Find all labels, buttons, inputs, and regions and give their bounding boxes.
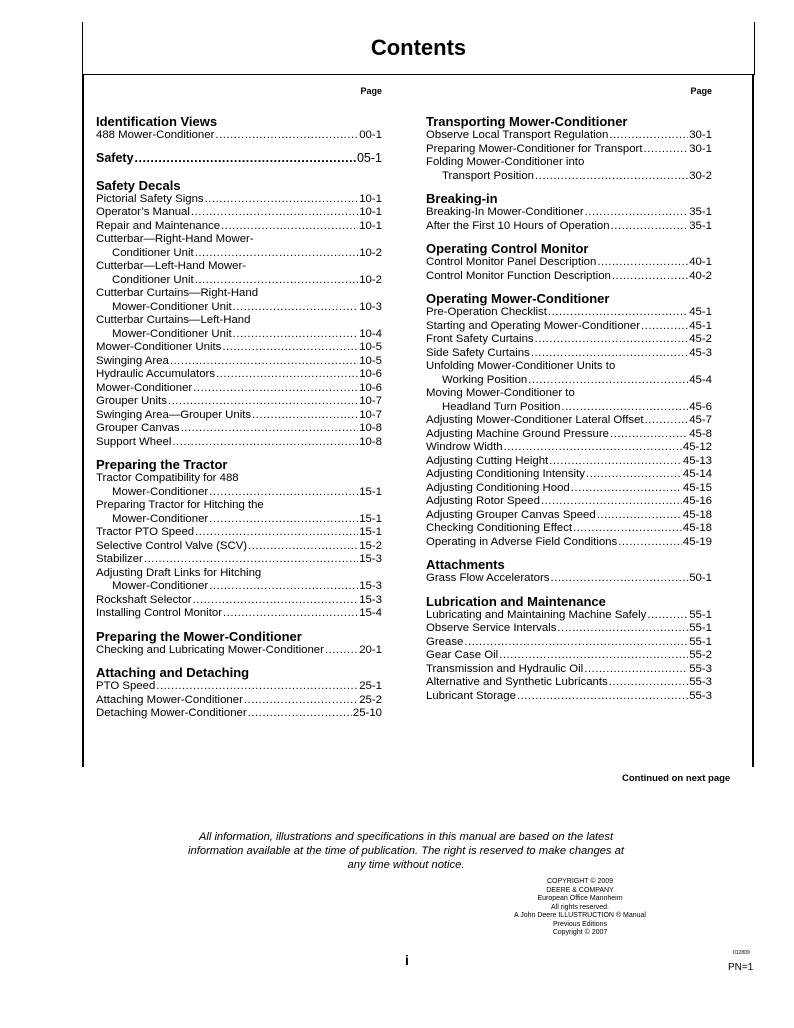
dot-leader xyxy=(233,328,359,342)
dot-leader xyxy=(209,513,358,527)
page-title: Contents xyxy=(370,35,467,60)
toc-entry-page: 10-6 xyxy=(359,381,382,394)
dot-leader xyxy=(597,509,682,523)
dot-leader xyxy=(221,220,358,234)
dot-leader xyxy=(209,486,358,500)
dot-leader xyxy=(195,526,358,540)
toc-entry-line: Cutterbar—Right-Hand Mower- xyxy=(96,233,254,245)
toc-entry[interactable] xyxy=(426,347,712,361)
toc-entry[interactable] xyxy=(426,220,712,234)
toc-entry-page: 15-1 xyxy=(359,526,382,538)
toc-entry-page: 10-5 xyxy=(359,354,382,367)
toc-entry-title: Observe Local Transport Regulation xyxy=(426,129,609,141)
toc-entry-page: 30-1 xyxy=(689,129,712,141)
toc-entry-line: Folding Mower-Conditioner into xyxy=(426,156,585,168)
toc-entry[interactable] xyxy=(96,355,382,369)
dot-leader xyxy=(641,320,688,334)
toc-entry-title: Attaching Mower-Conditioner xyxy=(96,693,243,706)
toc-entry-page: 10-7 xyxy=(359,408,382,421)
dot-leader xyxy=(248,540,358,554)
dot-leader xyxy=(144,553,358,567)
dot-leader xyxy=(517,690,688,704)
toc-entry-title: Observe Service Intervals xyxy=(426,622,557,634)
toc-entry-page: 55-3 xyxy=(689,662,712,675)
toc-section xyxy=(426,557,712,586)
dot-leader xyxy=(571,482,682,496)
section-heading: Preparing the Mower-Conditioner xyxy=(96,628,302,644)
section-heading: Operating Control Monitor xyxy=(426,241,589,256)
section-heading: Safety Decals xyxy=(96,177,181,193)
section-heading: Preparing the Tractor xyxy=(96,457,228,472)
page-number: i xyxy=(405,952,409,968)
toc-entry-title: Lubricating and Maintaining Machine Safely xyxy=(426,608,647,621)
toc-entry[interactable] xyxy=(426,676,712,690)
dot-leader xyxy=(535,333,689,347)
toc-entry-page: 45-3 xyxy=(689,346,712,359)
toc-entry-page: 45-19 xyxy=(682,535,712,548)
toc-entry-title: Alternative and Synthetic Lubricants xyxy=(426,676,608,688)
toc-entry-page: 15-1 xyxy=(359,485,382,498)
toc-entry-page: 10-8 xyxy=(359,422,382,434)
toc-entry-title: Windrow Width xyxy=(426,441,503,453)
toc-entry-title: Conditioner Unit xyxy=(112,273,194,286)
toc-entry-page: 15-4 xyxy=(359,607,382,619)
toc-entry[interactable] xyxy=(96,409,382,423)
toc-entry[interactable] xyxy=(426,495,712,509)
toc-entry-page: 10-1 xyxy=(359,206,382,218)
toc-entry-page: 45-15 xyxy=(682,481,712,494)
toc-entry[interactable] xyxy=(426,401,712,415)
toc-entry[interactable] xyxy=(426,649,712,663)
toc-entry-title: Side Safety Curtains xyxy=(426,346,530,359)
toc-entry[interactable] xyxy=(96,274,382,288)
toc-entry-title: Conditioner Unit xyxy=(112,246,194,259)
toc-entry[interactable] xyxy=(426,320,712,334)
toc-entry-page: 10-1 xyxy=(359,192,382,205)
dot-leader xyxy=(644,143,689,157)
toc-entry-page: 55-1 xyxy=(689,635,712,648)
dot-leader xyxy=(170,355,358,369)
toc-entry-title: Adjusting Conditioning Hood xyxy=(426,481,570,494)
right-column xyxy=(426,86,712,711)
toc-entry-line: Cutterbar Curtains—Right-Hand xyxy=(96,287,259,299)
toc-entry-page: 55-2 xyxy=(689,649,712,661)
toc-entry-page: 40-1 xyxy=(689,256,712,268)
toc-entry-page: 45-6 xyxy=(689,400,712,413)
toc-entry-line: Unfolding Mower-Conditioner Units to xyxy=(426,360,616,372)
dot-leader xyxy=(195,274,359,288)
section-heading: Transporting Mower-Conditioner xyxy=(426,114,628,129)
toc-section xyxy=(96,665,382,721)
left-column xyxy=(96,86,382,729)
toc-entry[interactable] xyxy=(426,509,712,523)
toc-entry[interactable] xyxy=(426,455,712,469)
dot-leader xyxy=(172,436,358,450)
toc-entry-title: Mower-Conditioner xyxy=(112,580,209,592)
toc-entry-page: 10-6 xyxy=(359,368,382,380)
toc-entry-page: 10-1 xyxy=(359,219,382,232)
toc-entry-page: 20-1 xyxy=(359,643,382,656)
toc-entry[interactable] xyxy=(96,707,382,721)
toc-entry-title: Mower-Conditioner xyxy=(96,381,193,394)
dot-leader xyxy=(193,594,359,608)
toc-entry-page: 35-1 xyxy=(689,206,712,218)
dot-leader xyxy=(464,636,688,650)
toc-entry[interactable] xyxy=(96,422,382,436)
toc-entry-title: Front Safety Curtains xyxy=(426,333,534,345)
dot-leader xyxy=(535,170,688,184)
toc-entry[interactable] xyxy=(96,540,382,554)
toc-entry[interactable] xyxy=(96,607,382,621)
copyright-line: Copyright © 2007 xyxy=(552,929,608,936)
dot-leader xyxy=(586,468,682,482)
toc-entry-page: 00-1 xyxy=(359,129,382,141)
toc-entry-title: Mower-Conditioner Unit xyxy=(112,300,232,313)
toc-entry[interactable] xyxy=(426,636,712,650)
toc-entry-line: Preparing Tractor for Hitching the xyxy=(96,499,264,511)
toc-entry-title: Adjusting Mower-Conditioner Lateral Offset xyxy=(426,414,644,426)
toc-entry[interactable] xyxy=(426,206,712,220)
copyright-line: DEERE & COMPANY xyxy=(546,886,614,894)
page-column-header: Page xyxy=(360,86,382,96)
dot-leader xyxy=(561,401,688,415)
toc-entry[interactable] xyxy=(96,220,382,234)
dot-leader xyxy=(209,580,358,594)
copyright-line: European Office Mannheim xyxy=(537,895,623,902)
toc-entry-title: Pictorial Safety Signs xyxy=(96,192,204,205)
toc-section xyxy=(96,457,382,621)
toc-entry-page: 40-2 xyxy=(689,269,712,282)
toc-entry[interactable] xyxy=(426,663,712,677)
toc-entry-page: 10-8 xyxy=(359,435,382,448)
toc-entry-title: Adjusting Grouper Canvas Speed xyxy=(426,508,596,521)
toc-entry[interactable] xyxy=(96,580,382,594)
toc-section xyxy=(96,151,382,166)
continued-note: Continued on next page xyxy=(622,773,731,784)
toc-entry-line: Adjusting Draft Links for Hitching xyxy=(96,566,262,579)
toc-entry-title: Selective Control Valve (SCV) xyxy=(96,539,248,552)
toc-entry-page: 15-3 xyxy=(359,580,382,592)
dot-leader xyxy=(244,694,358,708)
toc-entry-page: 35-1 xyxy=(689,219,712,232)
toc-entry-line: Cutterbar Curtains—Left-Hand xyxy=(96,314,251,326)
toc-entry-title: Rockshaft Selector xyxy=(96,593,192,606)
section-heading: Lubrication and Maintenance xyxy=(426,593,606,609)
toc-entry-page: 10-7 xyxy=(359,395,382,407)
toc-entry-page: 10-4 xyxy=(359,327,382,340)
toc-entry-page: 25-2 xyxy=(359,693,382,706)
toc-entry[interactable] xyxy=(96,513,382,527)
dot-leader xyxy=(549,455,682,469)
toc-section xyxy=(96,629,382,658)
toc-entry[interactable] xyxy=(96,129,382,143)
toc-entry-title: After the First 10 Hours of Operation xyxy=(426,219,610,232)
pn-label: PN=1 xyxy=(728,962,754,973)
section-heading: Breaking-in xyxy=(426,191,498,206)
dot-leader xyxy=(191,206,358,220)
toc-section xyxy=(426,114,712,183)
toc-entry-title: Swinging Area—Grouper Units xyxy=(96,408,252,421)
toc-entry-title: Control Monitor Panel Description xyxy=(426,256,597,268)
toc-entry-title: Adjusting Rotor Speed xyxy=(426,495,540,507)
dot-leader xyxy=(584,663,688,677)
dot-leader xyxy=(195,247,359,261)
toc-entry[interactable] xyxy=(426,622,712,636)
dot-leader xyxy=(193,382,358,396)
toc-entry-title: Lubricant Storage xyxy=(426,689,516,702)
toc-entry-line: Tractor Compatibility for 488 xyxy=(96,472,239,484)
dot-leader xyxy=(531,347,688,361)
toc-entry-page: 45-4 xyxy=(689,373,712,386)
toc-entry[interactable] xyxy=(426,270,712,284)
toc-entry[interactable] xyxy=(426,441,712,455)
toc-entry[interactable] xyxy=(426,374,712,388)
toc-entry[interactable] xyxy=(96,151,382,166)
toc-entry-page: 45-1 xyxy=(689,319,712,332)
toc-entry[interactable] xyxy=(96,328,382,342)
right-rule xyxy=(752,74,754,767)
dot-leader xyxy=(135,151,356,166)
toc-entry-page: 45-7 xyxy=(689,414,712,426)
toc-entry[interactable] xyxy=(96,368,382,382)
toc-entry[interactable] xyxy=(96,526,382,540)
toc-entry-page: 10-2 xyxy=(359,273,382,286)
dot-leader xyxy=(597,256,688,270)
dot-leader xyxy=(156,680,358,694)
toc-entry-title: Mower-Conditioner xyxy=(112,512,209,525)
dot-leader xyxy=(216,368,358,382)
dot-leader xyxy=(252,409,358,423)
toc-entry-page: 45-14 xyxy=(682,468,712,480)
toc-entry[interactable] xyxy=(96,644,382,658)
toc-section xyxy=(426,291,712,549)
dot-leader xyxy=(647,609,688,623)
dot-leader xyxy=(325,644,358,658)
dot-leader xyxy=(168,395,358,409)
toc-section xyxy=(96,178,382,450)
toc-entry-title: Operating in Adverse Field Conditions xyxy=(426,535,618,548)
page-column-header: Page xyxy=(690,86,712,96)
toc-entry[interactable] xyxy=(96,680,382,694)
dot-leader xyxy=(248,707,352,721)
toc-entry-title: Pre-Operation Checklist xyxy=(426,306,547,318)
toc-entry-page: 30-2 xyxy=(689,169,712,182)
toc-entry[interactable] xyxy=(426,690,712,704)
dot-leader xyxy=(215,129,358,143)
toc-entry[interactable] xyxy=(426,129,712,143)
dot-leader xyxy=(499,649,688,663)
toc-entry-page: 45-18 xyxy=(682,508,712,521)
toc-entry[interactable] xyxy=(96,301,382,315)
copyright-line: A John Deere ILLUSTRUCTION ® Manual xyxy=(514,912,646,919)
toc-entry[interactable] xyxy=(426,143,712,157)
copyright-line: COPYRIGHT © 2009 xyxy=(546,878,614,885)
toc-entry[interactable] xyxy=(96,206,382,220)
toc-entry-page: 55-3 xyxy=(689,676,712,688)
toc-entry-title: Operator’s Manual xyxy=(96,206,190,218)
toc-entry[interactable] xyxy=(96,553,382,567)
toc-entry-page: 45-18 xyxy=(682,522,712,534)
section-heading: Attachments xyxy=(426,557,505,572)
toc-entry-page: 45-8 xyxy=(689,427,712,440)
toc-entry[interactable] xyxy=(426,522,712,536)
dot-leader xyxy=(223,607,358,621)
toc-entry[interactable] xyxy=(426,306,712,320)
toc-entry-page: 55-1 xyxy=(689,622,712,634)
toc-entry-title: Adjusting Machine Ground Pressure xyxy=(426,427,609,440)
toc-entry-line: Cutterbar—Left-Hand Mower- xyxy=(96,260,247,272)
toc-entry-page: 10-3 xyxy=(359,300,382,313)
toc-entry[interactable] xyxy=(426,256,712,270)
toc-entry[interactable] xyxy=(96,247,382,261)
toc-entry-title: Mower-Conditioner Units xyxy=(96,341,222,353)
title-frame xyxy=(82,22,755,75)
toc-entry-title: Support Wheel xyxy=(96,435,172,448)
toc-entry-title: Adjusting Conditioning Intensity xyxy=(426,468,585,480)
dot-leader xyxy=(609,129,688,143)
copyright-line: All rights reserved. xyxy=(551,903,609,911)
toc-entry-page: 10-5 xyxy=(359,341,382,353)
toc-entry[interactable] xyxy=(96,382,382,396)
toc-entry-title: Transmission and Hydraulic Oil xyxy=(426,662,584,675)
toc-entry-title: Swinging Area xyxy=(96,354,169,367)
toc-entry[interactable] xyxy=(426,536,712,550)
toc-entry[interactable] xyxy=(426,428,712,442)
dot-leader xyxy=(222,341,358,355)
dot-leader xyxy=(609,676,688,690)
toc-entry-title: Breaking-In Mower-Conditioner xyxy=(426,206,584,218)
copyright-line: Previous Editions xyxy=(552,920,608,928)
toc-entry[interactable] xyxy=(426,414,712,428)
toc-entry-page: 45-1 xyxy=(689,306,712,318)
toc-entry-title: Tractor PTO Speed xyxy=(96,526,195,538)
dot-leader xyxy=(528,374,688,388)
toc-entry-title: Grouper Units xyxy=(96,395,167,407)
dot-leader xyxy=(612,270,688,284)
section-heading: Attaching and Detaching xyxy=(96,665,250,680)
dot-leader xyxy=(573,522,682,536)
toc-entry-title: Repair and Maintenance xyxy=(96,219,221,232)
toc-entry[interactable] xyxy=(96,594,382,608)
toc-entry-title: 488 Mower-Conditioner xyxy=(96,129,215,141)
toc-entry-title: Installing Control Monitor xyxy=(96,607,222,619)
toc-entry[interactable] xyxy=(426,333,712,347)
toc-entry-title: Grass Flow Accelerators xyxy=(426,572,550,584)
toc-section xyxy=(426,241,712,283)
toc-entry[interactable] xyxy=(96,193,382,207)
toc-entry[interactable] xyxy=(96,436,382,450)
toc-entry-title: PTO Speed xyxy=(96,680,156,692)
toc-entry-page: 45-16 xyxy=(682,495,712,507)
dot-leader xyxy=(548,306,688,320)
dot-leader xyxy=(610,428,688,442)
copyright-block xyxy=(500,878,660,938)
dot-leader xyxy=(645,414,689,428)
toc-entry[interactable] xyxy=(426,482,712,496)
dot-leader xyxy=(585,206,689,220)
dot-leader xyxy=(618,536,682,550)
toc-entry-title: Starting and Operating Mower-Conditioner xyxy=(426,319,641,332)
toc-section xyxy=(96,114,382,143)
toc-entry-title: Gear Case Oil xyxy=(426,649,499,661)
toc-entry[interactable] xyxy=(426,609,712,623)
toc-entry-page: 50-1 xyxy=(689,572,712,584)
left-rule xyxy=(82,74,84,767)
toc-entry-line: Moving Mower-Conditioner to xyxy=(426,387,575,399)
doc-code: 012809 xyxy=(733,950,750,956)
toc-entry-title: Adjusting Cutting Height xyxy=(426,454,549,467)
toc-entry-page: 55-1 xyxy=(689,608,712,621)
toc-entry[interactable] xyxy=(96,341,382,355)
toc-entry-title: Control Monitor Function Description xyxy=(426,269,611,282)
section-heading: Identification Views xyxy=(96,114,218,129)
toc-entry-page: 10-2 xyxy=(359,246,382,259)
toc-entry[interactable] xyxy=(426,468,712,482)
toc-entry-page: 45-2 xyxy=(689,333,712,345)
toc-entry-page: 45-12 xyxy=(682,441,712,453)
toc-entry-page: 05-1 xyxy=(356,150,382,165)
dot-leader xyxy=(504,441,682,455)
toc-entry-page: 15-3 xyxy=(359,553,382,565)
toc-entry-page: 25-10 xyxy=(352,707,382,719)
toc-entry[interactable] xyxy=(426,572,712,586)
toc-entry-page: 25-1 xyxy=(359,680,382,692)
toc-entry-title: Hydraulic Accumulators xyxy=(96,368,216,380)
dot-leader xyxy=(550,572,688,586)
toc-entry-title: Grouper Canvas xyxy=(96,422,180,434)
toc-entry-title: Stabilizer xyxy=(96,553,143,565)
dot-leader xyxy=(557,622,688,636)
dot-leader xyxy=(541,495,682,509)
toc-section xyxy=(426,191,712,233)
dot-leader xyxy=(611,220,689,234)
toc-entry-title: Grease xyxy=(426,635,464,648)
toc-entry-title: Checking and Lubricating Mower-Conditioner xyxy=(96,643,324,656)
dot-leader xyxy=(181,422,359,436)
toc-entry-title: Preparing Mower-Conditioner for Transport xyxy=(426,142,643,155)
toc-entry-title: Safety xyxy=(96,150,134,165)
toc-entry-title: Mower-Conditioner xyxy=(112,485,209,498)
toc-entry[interactable] xyxy=(96,694,382,708)
toc-entry-page: 15-3 xyxy=(359,593,382,606)
toc-entry-title: Working Position xyxy=(442,373,528,386)
toc-entry-title: Checking Conditioning Effect xyxy=(426,522,573,534)
toc-entry-page: 55-3 xyxy=(689,689,712,702)
disclaimer: All information, illustrations and specifications in this manual are based on the latest information available at the time of publication. The right is reserved to make changes at any time without notice. xyxy=(188,831,624,871)
toc-entry-page: 15-2 xyxy=(359,539,382,552)
toc-entry[interactable] xyxy=(96,395,382,409)
toc-entry-page: 30-1 xyxy=(689,142,712,155)
section-heading: Operating Mower-Conditioner xyxy=(426,291,610,306)
toc-entry-title: Detaching Mower-Conditioner xyxy=(96,707,247,719)
dot-leader xyxy=(205,193,359,207)
dot-leader xyxy=(233,301,359,315)
toc-section xyxy=(426,594,712,704)
toc-entry[interactable] xyxy=(426,170,712,184)
toc-entry-page: 45-13 xyxy=(682,454,712,467)
toc-entry-title: Mower-Conditioner Unit xyxy=(112,327,232,340)
toc-entry-title: Transport Position xyxy=(442,169,535,182)
toc-entry-title: Headland Turn Position xyxy=(442,400,561,413)
toc-entry-page: 15-1 xyxy=(359,512,382,525)
toc-entry[interactable] xyxy=(96,486,382,500)
